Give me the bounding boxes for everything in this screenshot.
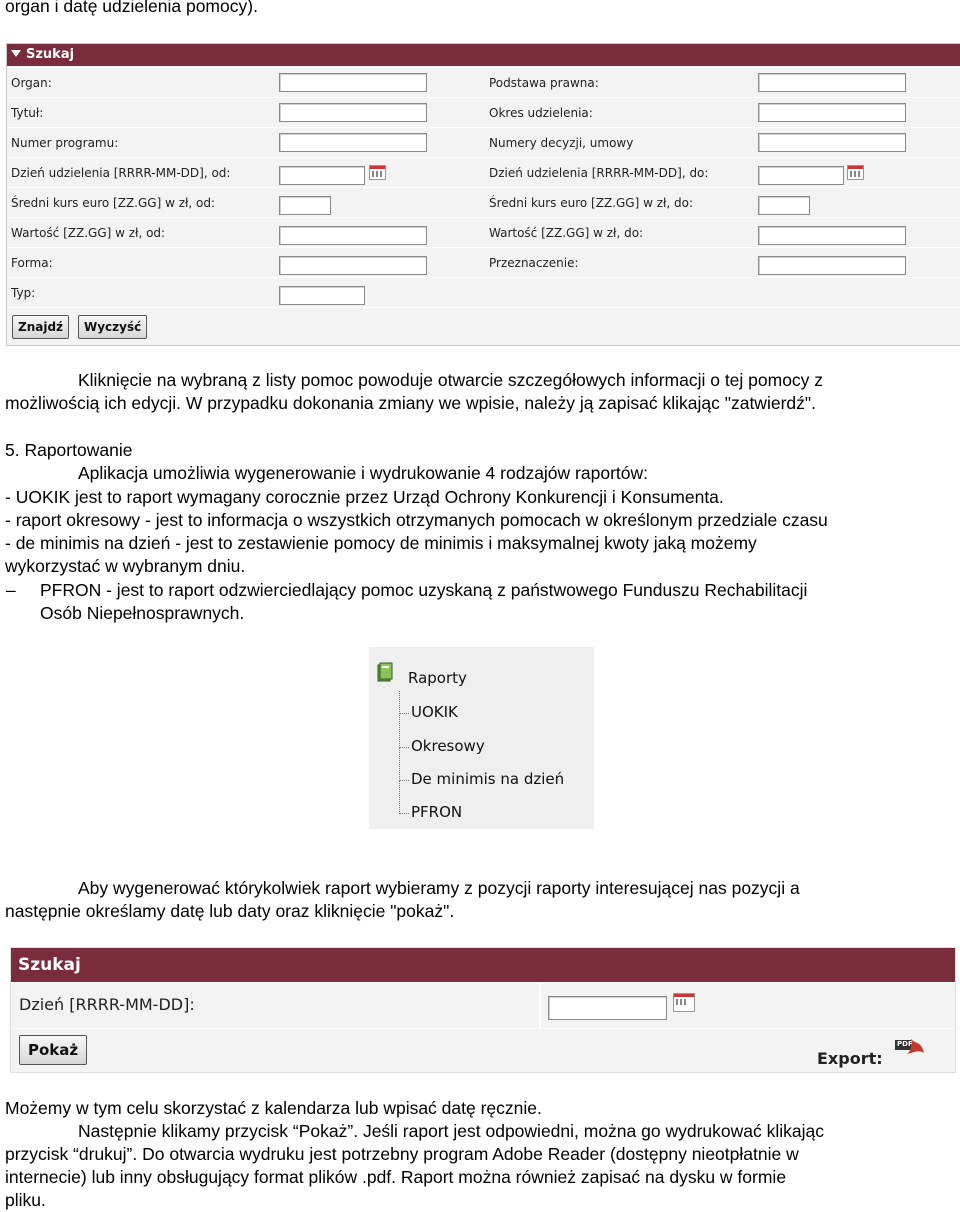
tytul-label: Tytuł: bbox=[11, 106, 44, 120]
doc-line: organ i datę udzielenia pomocy). bbox=[5, 0, 258, 16]
form-row bbox=[7, 127, 960, 158]
wartosc-od-label: Wartość [ZZ.GG] w zł, od: bbox=[11, 226, 166, 240]
report-search-header bbox=[11, 948, 955, 982]
okres-input[interactable] bbox=[758, 103, 906, 122]
podstawa-input[interactable] bbox=[758, 73, 906, 92]
menu-item-uokik[interactable]: UOKIK bbox=[411, 703, 458, 721]
tree-branch bbox=[399, 713, 409, 748]
przeznaczenie-label: Przeznaczenie: bbox=[489, 256, 579, 270]
kurs-od-input[interactable] bbox=[279, 196, 331, 215]
organ-input[interactable] bbox=[279, 73, 427, 92]
doc-line: Aplikacja umożliwia wygenerowanie i wydrukowanie 4 rodzajów raportów: bbox=[78, 463, 648, 483]
doc-line: Kliknięcie na wybraną z listy pomoc powoduje otwarcie szczegółowych informacji o tej pomocy z bbox=[78, 370, 824, 390]
dzien-do-input[interactable] bbox=[758, 166, 844, 185]
kurs-od-label: Średni kurs euro [ZZ.GG] w zł, od: bbox=[11, 196, 216, 210]
doc-line: Możemy w tym celu skorzystać z kalendarza lub wpisać datę ręcznie. bbox=[5, 1098, 542, 1118]
doc-line: Osób Niepełnosprawnych. bbox=[40, 603, 245, 623]
numer-label: Numer programu: bbox=[11, 136, 119, 150]
doc-line: przycisk “drukuj”. Do otwarcia wydruku jest potrzebny program Adobe Reader (dostępny nieotpłatnie w bbox=[5, 1144, 799, 1164]
show-button[interactable]: Pokaż bbox=[19, 1035, 87, 1065]
typ-label: Typ: bbox=[11, 286, 36, 300]
organ-label: Organ: bbox=[11, 76, 52, 90]
tree-branch bbox=[399, 747, 409, 781]
book-icon bbox=[376, 662, 394, 684]
calendar-icon[interactable] bbox=[673, 993, 695, 1012]
list-dash: – bbox=[6, 580, 16, 600]
date-label: Dzień [RRRR-MM-DD]: bbox=[19, 995, 195, 1014]
przeznaczenie-input[interactable] bbox=[758, 256, 906, 275]
tree-branch bbox=[399, 691, 409, 714]
reports-menu bbox=[369, 647, 594, 829]
okres-label: Okres udzielenia: bbox=[489, 106, 593, 120]
doc-line: - UOKIK jest to raport wymagany corocznie przez Urząd Ochrony Konkurencji i Konsumenta. bbox=[5, 487, 724, 507]
doc-line: możliwością ich edycji. W przypadku dokonania zmiany we wpisie, należy ją zapisać klikając "zatwierdź". bbox=[5, 393, 816, 413]
form-row bbox=[7, 247, 960, 278]
form-row bbox=[7, 97, 960, 128]
decyzje-label: Numery decyzji, umowy bbox=[489, 136, 634, 150]
date-input[interactable] bbox=[548, 996, 667, 1020]
wartosc-do-input[interactable] bbox=[758, 226, 906, 245]
menu-item-okresowy[interactable]: Okresowy bbox=[411, 737, 485, 755]
doc-line: - raport okresowy - jest to informacja o wszystkich otrzymanych pomocach w określonym przedziale czasu bbox=[5, 510, 828, 530]
typ-input[interactable] bbox=[279, 286, 365, 305]
doc-line: - de minimis na dzień - jest to zestawienie pomocy de minimis i maksymalnej kwoty jaką możemy bbox=[5, 533, 757, 553]
kurs-do-input[interactable] bbox=[758, 196, 810, 215]
dzien-do-label: Dzień udzielenia [RRRR-MM-DD], do: bbox=[489, 166, 709, 180]
kurs-do-label: Średni kurs euro [ZZ.GG] w zł, do: bbox=[489, 196, 694, 210]
search-panel-title: Szukaj bbox=[26, 47, 75, 62]
doc-line: Aby wygenerować którykolwiek raport wybieramy z pozycji raporty interesującej nas pozycji a bbox=[78, 878, 800, 898]
form-row bbox=[11, 982, 955, 1029]
button-row bbox=[11, 1028, 955, 1073]
report-search-panel bbox=[10, 947, 956, 1073]
dzien-od-label: Dzień udzielenia [RRRR-MM-DD], od: bbox=[11, 166, 231, 180]
menu-item-de-minimis[interactable]: De minimis na dzień bbox=[411, 770, 565, 788]
wartosc-do-label: Wartość [ZZ.GG] w zł, do: bbox=[489, 226, 644, 240]
button-row bbox=[7, 307, 960, 345]
doc-line: PFRON - jest to raport odzwierciedlający pomoc uzyskaną z państwowego Funduszu Rechabilitacji bbox=[40, 580, 808, 600]
doc-line: wykorzystać w wybranym dniu. bbox=[5, 556, 246, 576]
form-row bbox=[7, 187, 960, 218]
form-row bbox=[7, 67, 960, 98]
collapse-triangle-icon bbox=[11, 50, 21, 57]
report-search-title: Szukaj bbox=[18, 955, 81, 975]
search-panel-header[interactable] bbox=[7, 44, 960, 66]
clear-button[interactable]: Wyczyść bbox=[78, 315, 147, 339]
form-row bbox=[7, 157, 960, 188]
find-button[interactable]: Znajdź bbox=[12, 315, 69, 339]
reports-menu-title[interactable]: Raporty bbox=[408, 669, 467, 687]
form-row bbox=[7, 217, 960, 248]
forma-label: Forma: bbox=[11, 256, 53, 270]
numer-input[interactable] bbox=[279, 133, 427, 152]
decyzje-input[interactable] bbox=[758, 133, 906, 152]
export-label: Export: bbox=[817, 1049, 883, 1068]
form-row bbox=[7, 277, 960, 308]
doc-line: pliku. bbox=[5, 1190, 46, 1210]
forma-input[interactable] bbox=[279, 256, 427, 275]
doc-line: następnie określamy datę lub daty oraz kliknięcie "pokaż". bbox=[5, 901, 455, 921]
column-divider bbox=[539, 983, 541, 1029]
pdf-icon-text: PDF bbox=[897, 1040, 913, 1048]
section-heading: 5. Raportowanie bbox=[5, 440, 133, 460]
tree-branch bbox=[399, 780, 409, 814]
doc-line: internecie) lub inny obsługujący format plików .pdf. Raport można również zapisać na dysku w formie bbox=[5, 1167, 787, 1187]
doc-line: Następnie klikamy przycisk “Pokaż”. Jeśli raport jest odpowiedni, można go wydrukować klikając bbox=[78, 1121, 824, 1141]
tytul-input[interactable] bbox=[279, 103, 427, 122]
calendar-icon[interactable] bbox=[369, 165, 386, 180]
menu-item-pfron[interactable]: PFRON bbox=[411, 803, 463, 821]
dzien-od-input[interactable] bbox=[279, 166, 365, 185]
wartosc-od-input[interactable] bbox=[279, 226, 427, 245]
podstawa-label: Podstawa prawna: bbox=[489, 76, 599, 90]
calendar-icon[interactable] bbox=[847, 165, 864, 180]
search-panel bbox=[6, 43, 960, 346]
